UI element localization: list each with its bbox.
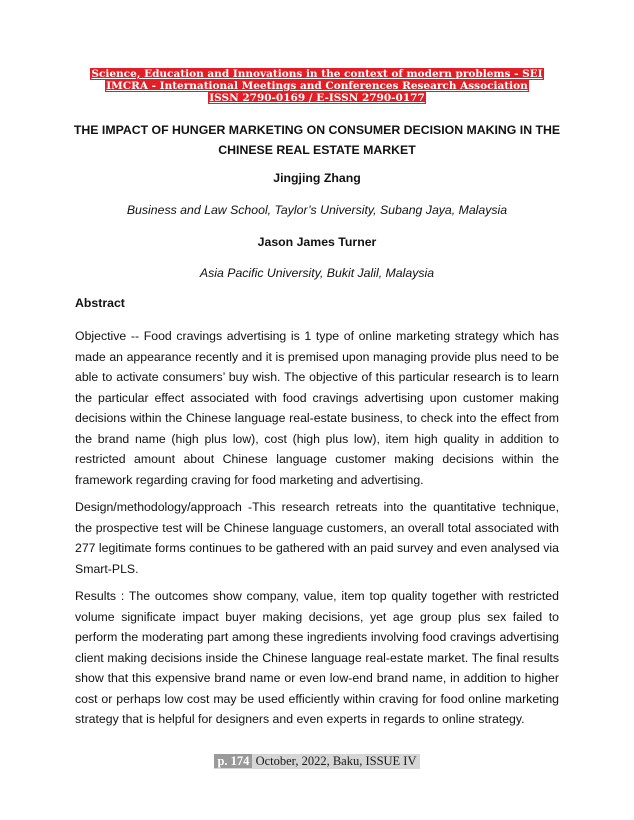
affiliation-1: Business and Law School, Taylor’s University, Subang Jaya, Malaysia [126,203,508,217]
abstract-results: Results : The outcomes show company, value, item top quality together with restricted volume significate impact buyer making decisions, yet age group plus sex failed to perform the moderating part among these ingredients involving food cravings advertising client making decisions inside the Chinese language real-estate market. The final results show that this expensive brand name or even low-end brand name, in addition to higher cost or perhaps low cost may be used efficiently within craving for food online marketing strategy that is helpful for designers and even experts in regards to online strategy. [75,589,559,726]
author-2: Jason James Turner [257,235,377,249]
page-number: p. 174 [214,754,252,768]
footer-box [214,754,419,769]
title-line-1: THE IMPACT OF HUNGER MARKETING ON CONSUMER DECISION MAKING IN THE [73,123,561,137]
abstract-heading: Abstract [75,296,125,310]
journal-name-line: Science, Education and Innovations in the context of modern problems - SEI [91,68,543,80]
title-line-2: CHINESE REAL ESTATE MARKET [218,143,416,157]
article-title [60,120,574,160]
association-line: IMCRA - International Meetings and Conferences Research Association [106,80,528,92]
footer-date-issue: October, 2022, Baku, ISSUE IV [255,754,417,768]
affiliation-2: Asia Pacific University, Bukit Jalil, Malaysia [199,266,435,280]
issn-line: ISSN 2790-0169 / E-ISSN 2790-0177 [209,92,425,104]
journal-header [0,68,634,104]
page-footer [0,754,634,769]
author-1: Jingjing Zhang [273,171,361,185]
abstract-objective: Objective -- Food cravings advertising is 1 type of online marketing strategy which has made an appearance recently and it is premised upon managing provide plus need to be able to activate consumers’ buy wish. The objective of this particular research is to learn the particular effect associated with food cravings advertising upon customer making decisions within the Chinese language real-estate business, to check into the effect from the brand name (high plus low), cost (high plus low), item high quality in addition to restricted amount about Chinese language customer making decisions within the framework regarding craving for food marketing and advertising. [75,329,559,487]
abstract-design: Design/methodology/approach -This research retreats into the quantitative technique, the prospective test will be Chinese language customers, an overall total associated with 277 legitimate forms continues to be gathered with an paid survey and even analysed via Smart-PLS. [75,500,559,576]
